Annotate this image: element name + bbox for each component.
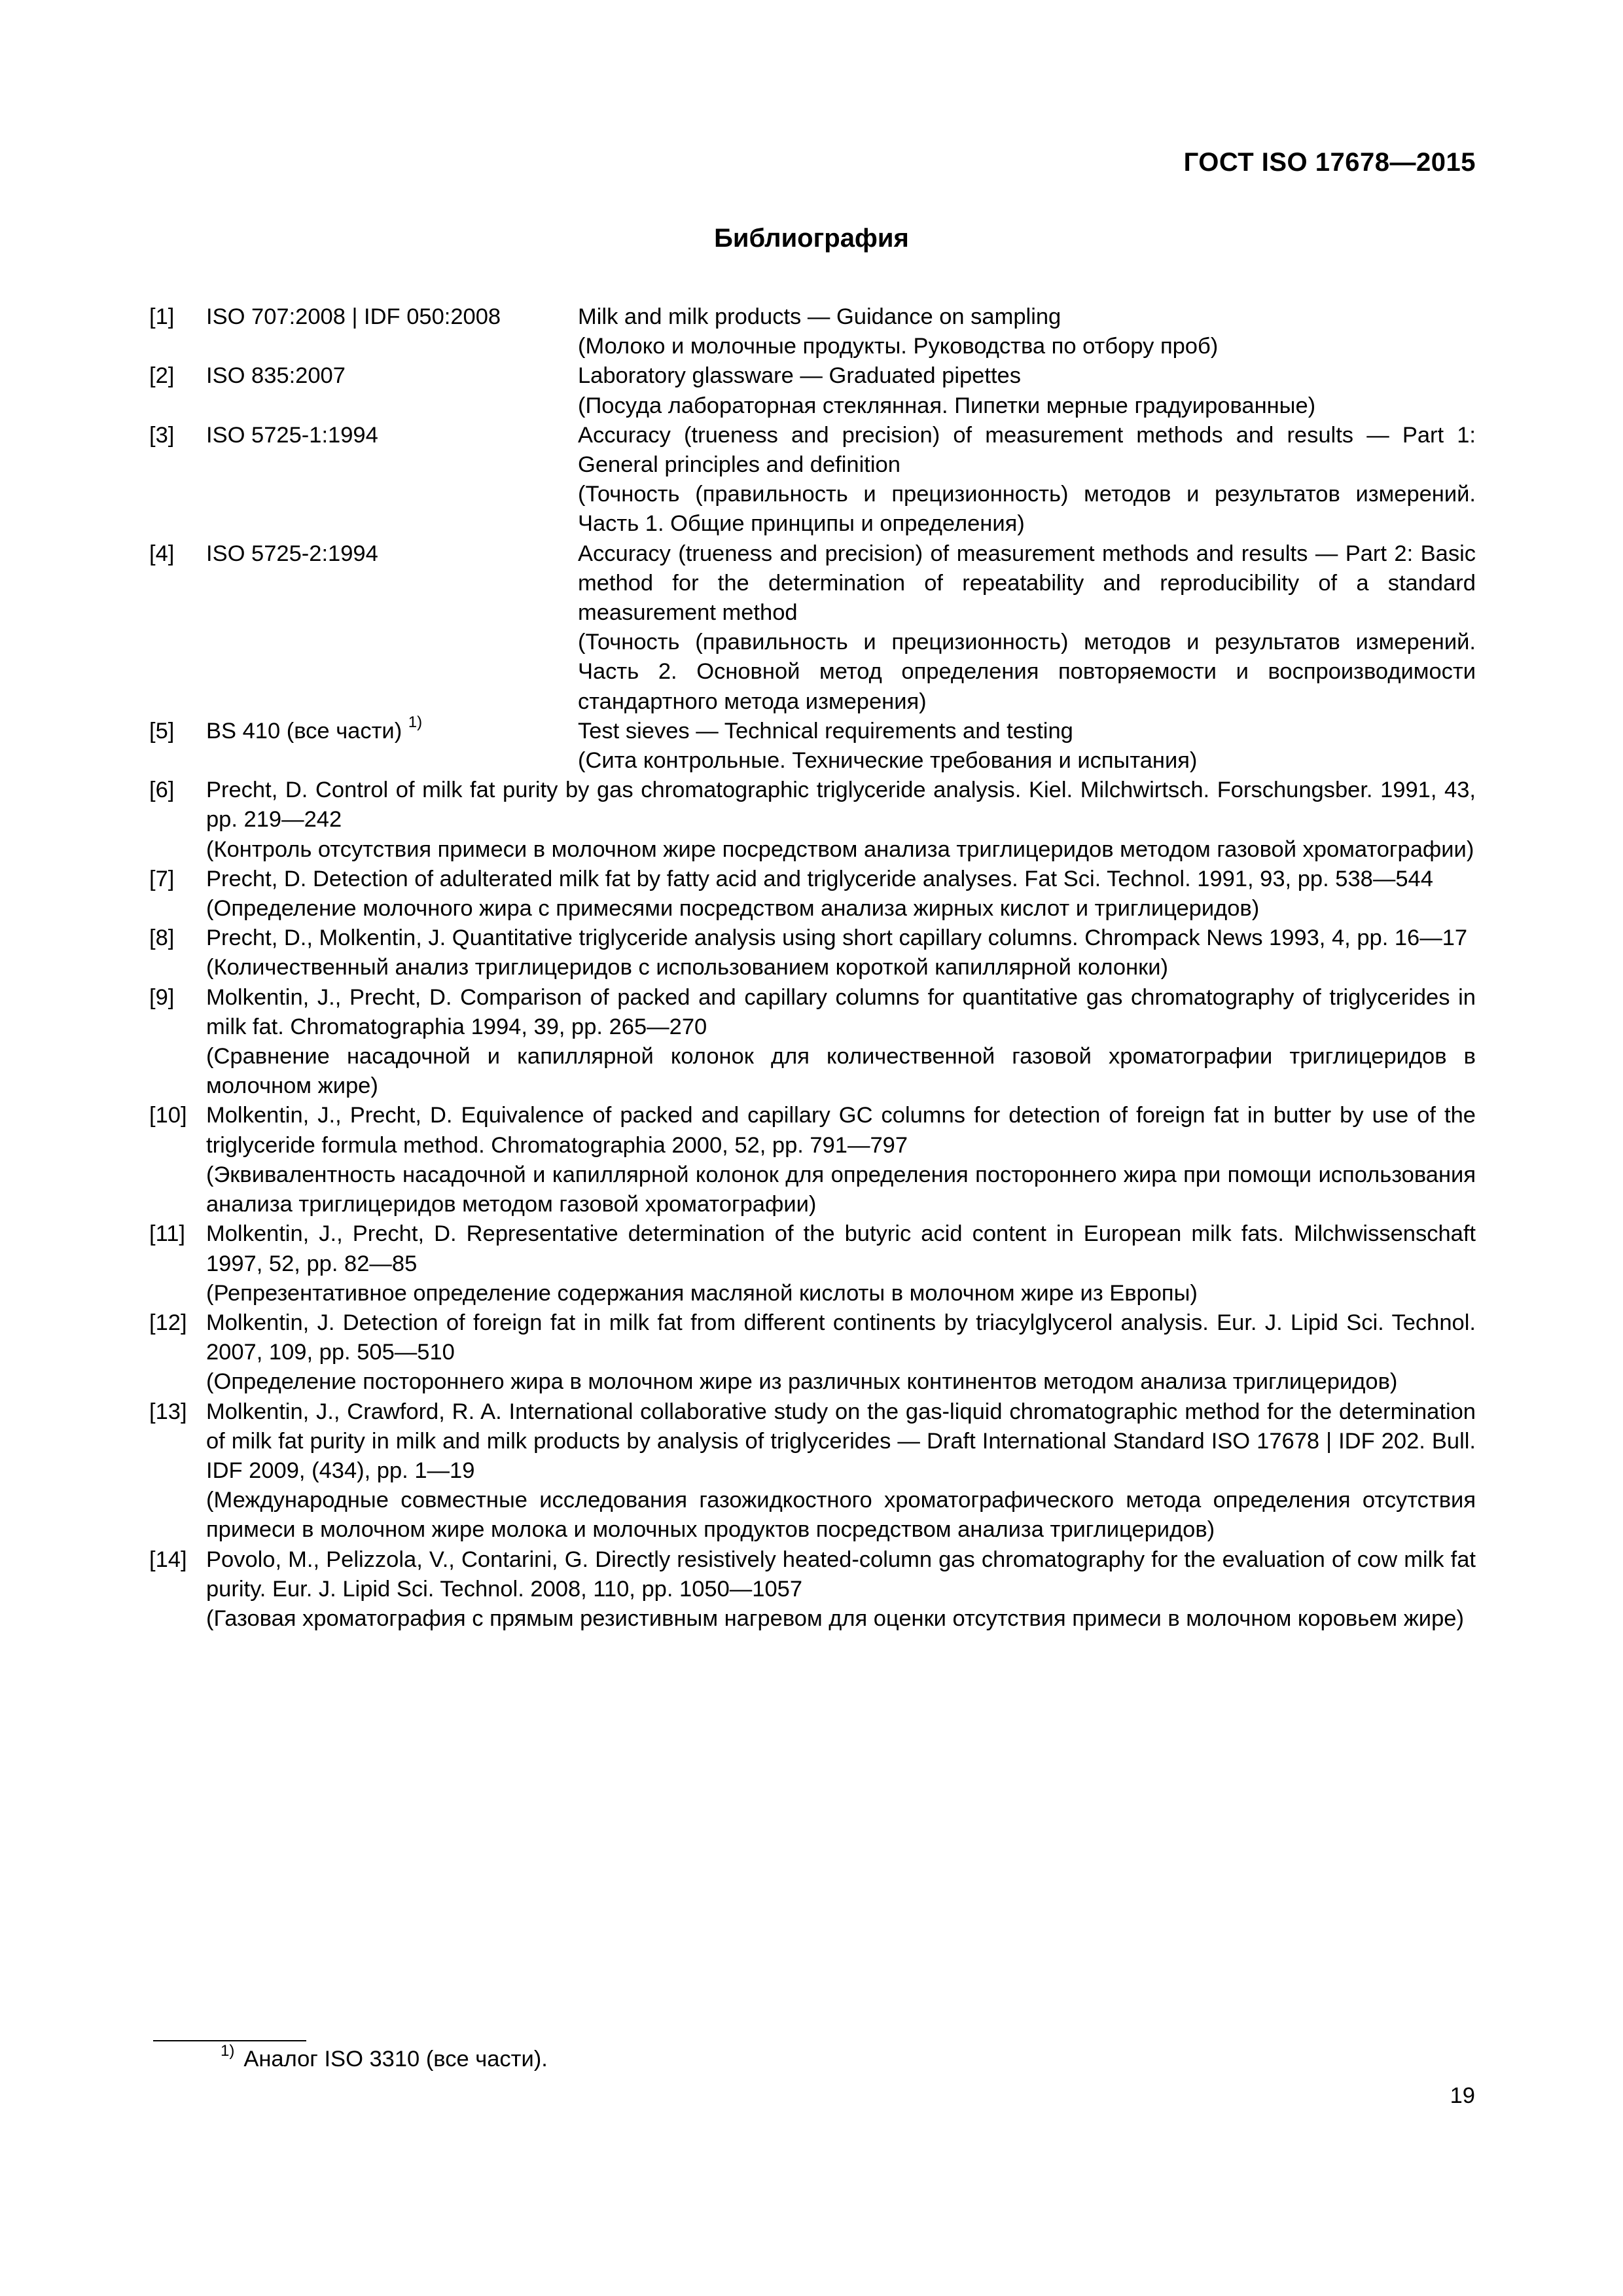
reference-code-text: BS 410 (все части) <box>206 718 402 744</box>
reference-translation: (Сравнение насадочной и капиллярной колонок для количественной газовой хроматографии триглицеридов в молочном жире) <box>206 1044 1476 1099</box>
reference-citation: Molkentin, J., Precht, D. Representative determination of the butyric acid content in European milk fats. Milchwissenschaft 1997, 52, pp. 82—85 <box>206 1221 1476 1276</box>
reference-body <box>578 302 1476 361</box>
reference-number: [14] <box>149 1547 187 1572</box>
reference-entry <box>149 302 1476 361</box>
reference-number: [13] <box>149 1399 187 1424</box>
reference-title-ru: (Молоко и молочные продукты. Руководства по отбору проб) <box>578 334 1219 359</box>
reference-entry <box>149 924 1476 982</box>
reference-number: [6] <box>149 778 175 803</box>
reference-translation: (Определение молочного жира с примесями посредством анализа жирных кислот и триглицеридов) <box>206 896 1260 922</box>
footnote-mark: 1) <box>221 2041 235 2060</box>
reference-body <box>206 1545 1476 1634</box>
document-standard-number: ГОСТ ISO 17678—2015 <box>1183 148 1476 177</box>
reference-title-en: Milk and milk products — Guidance on sampling <box>578 304 1061 329</box>
reference-title-en: Test sieves — Technical requirements and testing <box>578 718 1073 744</box>
reference-body <box>578 421 1476 539</box>
reference-body <box>206 1101 1476 1219</box>
reference-code: ISO 5725-1:1994 <box>206 422 378 448</box>
reference-number: [3] <box>149 422 175 448</box>
reference-entry <box>149 1101 1476 1219</box>
reference-translation: (Эквивалентность насадочной и капиллярной колонок для определения постороннего жира при помощи использования анализа триглицеридов методом газовой хроматографии) <box>206 1162 1476 1217</box>
reference-translation: (Определение постороннего жира в молочном жире из различных континентов методом анализа триглицеридов) <box>206 1369 1398 1395</box>
page-number: 19 <box>1450 2083 1475 2108</box>
reference-citation: Molkentin, J., Crawford, R. A. International collaborative study on the gas-liquid chromatographic method for the determination of milk fat purity in milk and milk products by analysis of triglycerides — Draft International Standard ISO 17678 | IDF 202. Bull. IDF 2009, (434), pp. 1—19 <box>206 1399 1476 1483</box>
reference-translation: (Контроль отсутствия примеси в молочном жире посредством анализа триглицеридов методом газовой хроматографии) <box>206 836 1474 862</box>
page-title: Библиография <box>714 224 909 253</box>
reference-entry <box>149 776 1476 865</box>
reference-number: [11] <box>149 1221 185 1247</box>
reference-title-en: Accuracy (trueness and precision) of measurement methods and results — Part 2: Basic method for the determination of repeatability and reproducibility of a standard measurement method <box>578 541 1476 626</box>
reference-body <box>206 865 1476 924</box>
reference-body <box>206 1397 1476 1545</box>
reference-number: [7] <box>149 866 175 891</box>
reference-title-ru: (Точность (правильность и прецизионность) методов и результатов измерений. Часть 2. Основной метод определения повторяемости и воспроизводимости стандартного метода измерения) <box>578 630 1476 714</box>
reference-number: [9] <box>149 984 175 1010</box>
reference-number: [2] <box>149 363 175 389</box>
reference-number: [12] <box>149 1310 187 1335</box>
reference-citation: Precht, D. Control of milk fat purity by gas chromatographic triglyceride analysis. Kiel. Milchwirtsch. Forschungsber. 1991, 43, pp. 219—242 <box>206 778 1476 833</box>
reference-entry <box>149 865 1476 924</box>
reference-body <box>206 983 1476 1102</box>
reference-body <box>578 717 1476 776</box>
footnote <box>221 2041 548 2074</box>
reference-body <box>578 539 1476 717</box>
footnote-separator <box>153 2040 306 2041</box>
bibliography-list <box>149 302 1476 1634</box>
footnote-text: Аналог ISO 3310 (все части). <box>243 2047 548 2072</box>
reference-code <box>206 713 578 746</box>
reference-entry <box>149 1545 1476 1634</box>
reference-citation: Povolo, M., Pelizzola, V., Contarini, G. Directly resistively heated-column gas chromatography for the evaluation of cow milk fat purity. Eur. J. Lipid Sci. Technol. 2008, 110, pp. 1050—1057 <box>206 1547 1476 1602</box>
reference-translation: (Международные совместные исследования газожидкостного хроматографического метода определения отсутствия примеси в молочном жире молока и молочных продуктов посредством анализа триглицеридов) <box>206 1488 1476 1543</box>
reference-citation: Molkentin, J. Detection of foreign fat in milk fat from different continents by triacylglycerol analysis. Eur. J. Lipid Sci. Technol. 2007, 109, pp. 505—510 <box>206 1310 1476 1365</box>
reference-citation: Molkentin, J., Precht, D. Comparison of packed and capillary columns for quantitative gas chromatography of triglycerides in milk fat. Chromatographia 1994, 39, pp. 265—270 <box>206 984 1476 1039</box>
reference-citation: Molkentin, J., Precht, D. Equivalence of packed and capillary GC columns for detection of foreign fat in butter by use of the triglyceride formula method. Chromatographia 2000, 52, pp. 791—797 <box>206 1103 1476 1158</box>
reference-number: [5] <box>149 718 175 744</box>
reference-translation: (Репрезентативное определение содержания масляной кислоты в молочном жире из Европы) <box>206 1280 1198 1306</box>
reference-title-ru: (Посуда лабораторная стеклянная. Пипетки мерные градуированные) <box>578 393 1316 418</box>
reference-title-ru: (Точность (правильность и прецизионность) методов и результатов измерений. Часть 1. Общие принципы и определения) <box>578 482 1476 537</box>
reference-entry <box>149 983 1476 1102</box>
reference-body <box>206 1308 1476 1397</box>
reference-title-en: Laboratory glassware — Graduated pipettes <box>578 363 1021 389</box>
reference-entry <box>149 421 1476 539</box>
reference-body <box>206 924 1476 982</box>
reference-body <box>206 1219 1476 1308</box>
reference-entry <box>149 1397 1476 1545</box>
reference-translation: (Газовая хроматография с прямым резистивным нагревом для оценки отсутствия примеси в молочном коровьем жире) <box>206 1605 1464 1631</box>
reference-entry <box>149 539 1476 717</box>
reference-citation: Precht, D. Detection of adulterated milk fat by fatty acid and triglyceride analyses. Fat Sci. Technol. 1991, 93, pp. 538—544 <box>206 866 1433 891</box>
reference-entry <box>149 1308 1476 1397</box>
reference-title-en: Accuracy (trueness and precision) of measurement methods and results — Part 1: General principles and definition <box>578 422 1476 478</box>
reference-number: [4] <box>149 541 175 566</box>
reference-code: ISO 835:2007 <box>206 363 346 389</box>
reference-number: [1] <box>149 304 175 329</box>
reference-number: [8] <box>149 925 175 951</box>
reference-citation: Precht, D., Molkentin, J. Quantitative triglyceride analysis using short capillary columns. Chrompack News 1993, 4, pp. 16—17 <box>206 925 1468 951</box>
reference-code: ISO 5725-2:1994 <box>206 541 378 566</box>
reference-number: [10] <box>149 1103 187 1128</box>
footnote-reference-mark: 1) <box>408 713 423 732</box>
reference-entry <box>149 1219 1476 1308</box>
reference-title-ru: (Сита контрольные. Технические требования и испытания) <box>578 748 1198 774</box>
reference-code: ISO 707:2008 | IDF 050:2008 <box>206 304 501 329</box>
reference-entry <box>149 713 1476 776</box>
reference-translation: (Количественный анализ триглицеридов с использованием короткой капиллярной колонки) <box>206 955 1168 980</box>
reference-entry <box>149 361 1476 420</box>
reference-body <box>578 361 1476 420</box>
reference-body <box>206 776 1476 865</box>
